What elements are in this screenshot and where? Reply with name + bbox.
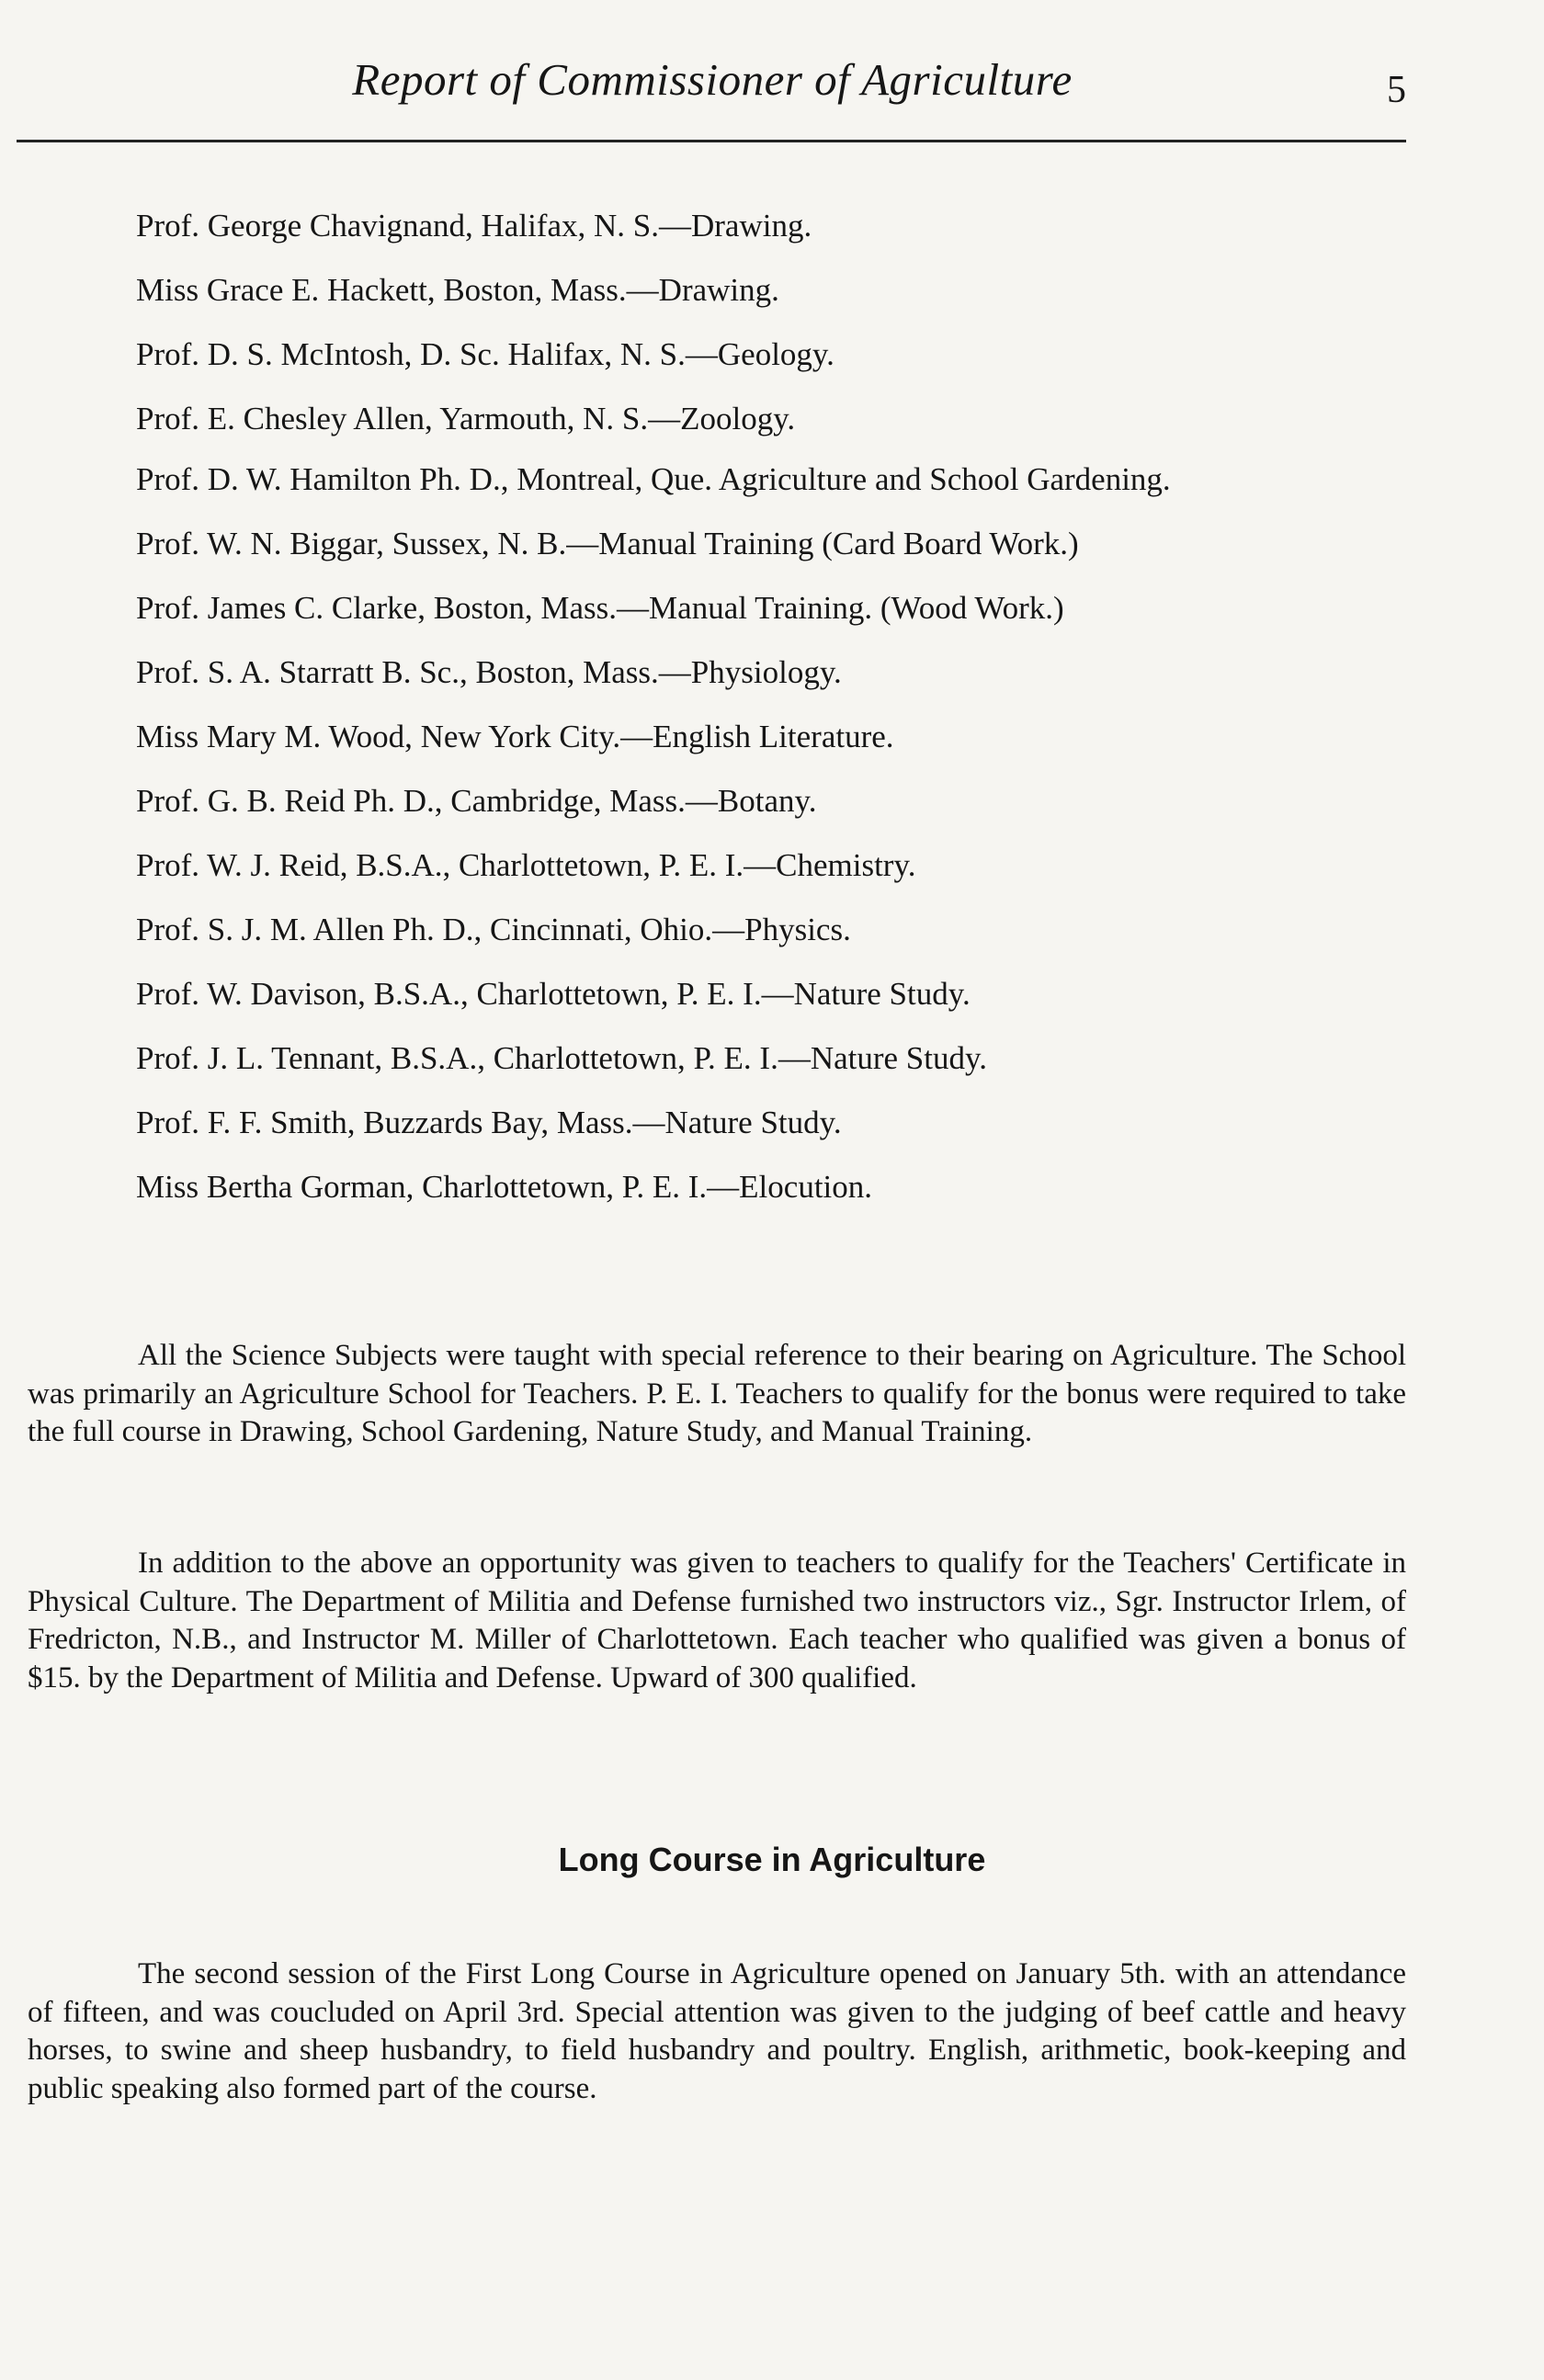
page-header: [18, 53, 1406, 136]
instructor-entry: Miss Bertha Gorman, Charlottetown, P. E. I.—Elocution.: [136, 1169, 873, 1205]
instructor-entry: Prof. James C. Clarke, Boston, Mass.—Manual Training. (Wood Work.): [136, 590, 1064, 626]
instructor-entry: Prof. S. J. M. Allen Ph. D., Cincinnati, Ohio.—Physics.: [136, 912, 851, 947]
page-number: 5: [1387, 69, 1406, 111]
instructor-entry: Prof. W. Davison, B.S.A., Charlottetown, P. E. I.—Nature Study.: [136, 976, 971, 1012]
section-heading: Long Course in Agriculture: [558, 1841, 986, 1878]
instructor-entry: Miss Grace E. Hackett, Boston, Mass.—Drawing.: [136, 272, 779, 308]
instructor-entry: Prof. D. S. McIntosh, D. Sc. Halifax, N. S.—Geology.: [136, 336, 834, 372]
instructor-entry: Prof. J. L. Tennant, B.S.A., Charlottetown, P. E. I.—Nature Study.: [136, 1040, 987, 1076]
instructor-entry: Prof. S. A. Starratt B. Sc., Boston, Mass.—Physiology.: [136, 654, 842, 690]
instructor-entry: Prof. F. F. Smith, Buzzards Bay, Mass.—Nature Study.: [136, 1105, 842, 1140]
long-course-paragraph: The second session of the First Long Course in Agriculture opened on January 5th. with an attendance of fifteen, and was coucluded on April 3rd. Special attention was given to the judging of beef cattle and heavy horses, to swine and sheep husbandry, to field husbandry and poultry. English, arithmetic, book-keeping and public speaking also formed part of the course.: [28, 1957, 1406, 2105]
running-title: Report of Commissioner of Agriculture: [352, 54, 1073, 105]
instructor-entry: Prof. D. W. Hamilton Ph. D., Montreal, Que. Agriculture and School Gardening.: [136, 461, 1171, 497]
header-rule: [17, 140, 1406, 142]
science-subjects-paragraph: All the Science Subjects were taught with special reference to their bearing on Agriculture. The School was primarily an Agriculture School for Teachers. P. E. I. Teachers to qualify for the bonus were required to take the full course in Drawing, School Gardening, Nature Study, and Manual Training.: [28, 1339, 1406, 1448]
physical-culture-paragraph: In addition to the above an opportunity was given to teachers to qualify for the Teachers' Certificate in Physical Culture. The Department of Militia and Defense furnished two instructors viz., Sgr. Instructor Irlem, of Fredricton, N.B., and Instructor M. Miller of Charlottetown. Each teacher who qualified was given a bonus of $15. by the Department of Militia and Defense. Upward of 300 qualified.: [28, 1547, 1406, 1694]
instructor-list: [136, 204, 1406, 1230]
instructor-entry: Prof. G. B. Reid Ph. D., Cambridge, Mass.—Botany.: [136, 783, 817, 819]
instructor-entry: Prof. W. N. Biggar, Sussex, N. B.—Manual Training (Card Board Work.): [136, 526, 1079, 561]
instructor-entry: Prof. W. J. Reid, B.S.A., Charlottetown, P. E. I.—Chemistry.: [136, 847, 916, 883]
instructor-entry: Prof. George Chavignand, Halifax, N. S.—Drawing.: [136, 208, 812, 244]
instructor-entry: Miss Mary M. Wood, New York City.—English Literature.: [136, 719, 894, 754]
instructor-entry: Prof. E. Chesley Allen, Yarmouth, N. S.—Zoology.: [136, 401, 796, 436]
